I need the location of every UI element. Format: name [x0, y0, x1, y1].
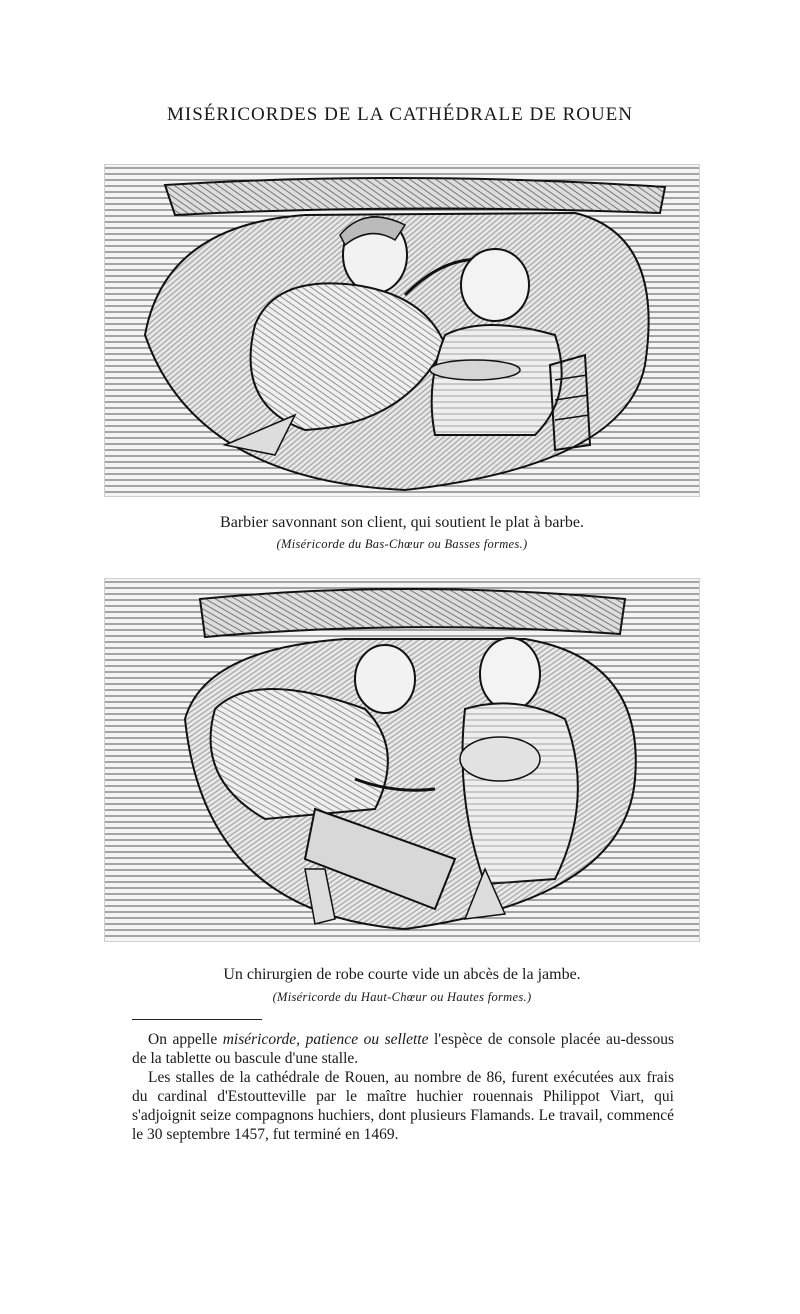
footnote-rest: l'espèce de console placée au-dessous de la tablette ou bascule d'une stalle.	[132, 1031, 674, 1067]
engraving-barber-misericord	[104, 164, 700, 497]
figure-caption: Un chirurgien de robe courte vide un abcès de la jambe.	[223, 966, 581, 983]
figure-caption: Barbier savonnant son client, qui soutient le plat à barbe.	[220, 514, 584, 531]
footnote-rule	[132, 1019, 262, 1020]
footnote-paragraph: Les stalles de la cathédrale de Rouen, au nombre de 86, furent exécutées aux frais du cardinal d'Estoutteville par le maître huchier rouennais Philippot Viart, qui s'adjoignit seize compagnons huchiers, dont plusieurs Flamands. Le travail, commencé le 30 septembre 1457, fut terminé en 1469.	[132, 1069, 674, 1143]
running-head: MISÉRICORDES DE LA CATHÉDRALE DE ROUEN	[166, 104, 634, 125]
footnote-paragraph	[132, 1030, 674, 1068]
footnote-terms: miséricorde, patience ou sellette	[222, 1031, 429, 1048]
figure-source: (Miséricorde du Bas-Chœur ou Basses formes.)	[276, 537, 528, 551]
footnote	[132, 1030, 674, 1144]
footnote-lead: On appelle	[148, 1031, 223, 1048]
figure-source: (Miséricorde du Haut-Chœur ou Hautes formes.)	[272, 990, 532, 1004]
engraving-surgeon-misericord	[104, 578, 700, 942]
